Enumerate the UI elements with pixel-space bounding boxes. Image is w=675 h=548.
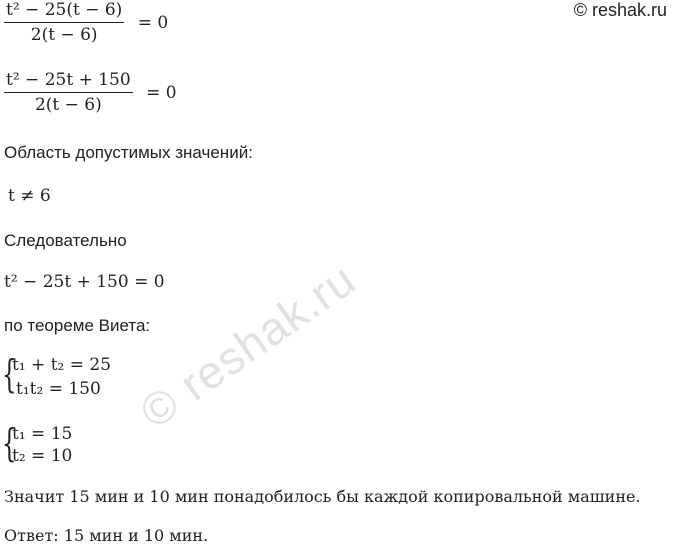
fraction-1-numerator: t² − 25(t − 6) xyxy=(4,0,124,23)
system-1 xyxy=(2,352,202,401)
fraction-1-denominator: 2(t − 6) xyxy=(30,25,98,45)
system-2-brace: { xyxy=(2,421,17,465)
domain-label: Область допустимых значений: xyxy=(4,143,253,162)
equation-2-rhs: = 0 xyxy=(146,82,177,103)
quadratic-equation: t² − 25t + 150 = 0 xyxy=(4,272,165,292)
system-2 xyxy=(2,421,202,470)
fraction-1 xyxy=(4,0,124,45)
fraction-2 xyxy=(4,70,133,115)
system-2-line-2: t₂ = 10 xyxy=(12,446,73,466)
system-1-line-2: t₁t₂ = 150 xyxy=(16,379,101,399)
equation-2 xyxy=(4,70,177,115)
consequently-label: Следовательно xyxy=(4,231,127,250)
system-1-brace: { xyxy=(2,352,17,396)
system-2-line-1: t₁ = 15 xyxy=(12,424,73,444)
answer-text: Ответ: 15 мин и 10 мин. xyxy=(4,526,209,545)
fraction-2-numerator: t² − 25t + 150 xyxy=(4,70,133,93)
domain-expression: t ≠ 6 xyxy=(8,186,51,206)
fraction-2-denominator: 2(t − 6) xyxy=(34,95,102,115)
equation-1-rhs: = 0 xyxy=(137,12,169,33)
conclusion-text: Значит 15 мин и 10 мин понадобилось бы каждой копировальной машине. xyxy=(4,487,641,506)
watermark-corner: © reshak.ru xyxy=(573,0,667,20)
equation-1 xyxy=(4,0,168,45)
watermark-diagonal: © reshak.ru xyxy=(130,252,365,439)
system-1-line-1: t₁ + t₂ = 25 xyxy=(12,355,112,375)
vieta-label: по теореме Виета: xyxy=(4,316,151,335)
